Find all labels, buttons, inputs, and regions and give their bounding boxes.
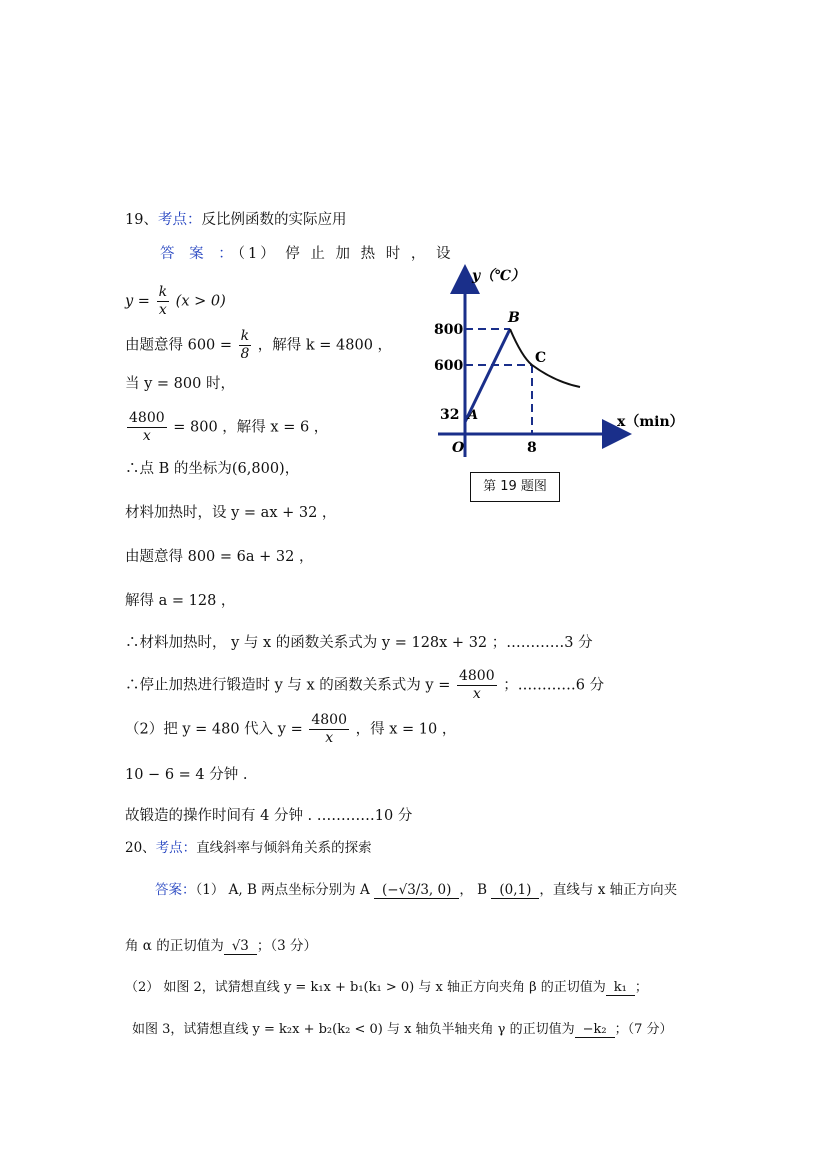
q19-line-8: 解得 a = 128 ， bbox=[125, 593, 236, 609]
q19-kd-label: 考点： bbox=[157, 212, 202, 228]
q20-answer-tan-gamma: −k₂ bbox=[575, 1022, 615, 1038]
q20-answer-A: (−√3/3, 0) bbox=[374, 882, 459, 899]
figure-caption: 第 19 题图 bbox=[470, 472, 560, 502]
q20-header bbox=[125, 838, 372, 858]
q20-line-4: 如图 3，试猜想直线 y = k₂x + b₂(k₂ < 0) 与 x 轴负半轴夹角 γ 的正切值为 −k₂ ；（7 分） bbox=[132, 1022, 673, 1037]
q19-figure bbox=[430, 262, 690, 462]
origin-label: O bbox=[452, 440, 465, 456]
q19-line-1: y = $\frac{k}{x}$ (x > 0) bbox=[125, 284, 226, 318]
q20-number: 20、 bbox=[125, 840, 156, 856]
q20-line-1: 答案：（1） A, B 两点坐标分别为 A (−√3/3, 0) ， B (0,1) ，直线与 x 轴正方向夹 bbox=[155, 882, 678, 898]
q20-kd-label: 考点： bbox=[155, 840, 197, 856]
point-a: A bbox=[468, 408, 479, 423]
q19-line-12: 10 − 6 = 4 分钟 . bbox=[125, 767, 248, 783]
x-axis-label: x（min） bbox=[617, 414, 684, 430]
q19-line-2: 由题意得 600 = $\frac{k}{8}$ ，解得 k = 4800 ， bbox=[125, 328, 393, 362]
q19-line-5: ∴点 B 的坐标为(6,800)， bbox=[125, 461, 300, 477]
q20-kd-text: 直线斜率与倾斜角关系的探索 bbox=[196, 840, 372, 856]
tick-32: 32 bbox=[440, 407, 460, 423]
q20-answer-tan-alpha: √3 bbox=[224, 938, 257, 955]
point-c: C bbox=[535, 350, 547, 366]
q19-header bbox=[125, 210, 346, 230]
q20-answer-label: 答案： bbox=[155, 882, 196, 898]
q19-answer-label: 答 案 ： bbox=[160, 246, 238, 262]
q19-line-11: （2）把 y = 480 代入 y = $\frac{4800}{x}$ ，得 x = 10 ， bbox=[125, 712, 457, 746]
tick-8: 8 bbox=[527, 440, 537, 456]
q19-line-6: 材料加热时，设 y = ax + 32 ， bbox=[125, 505, 337, 521]
tick-800: 800 bbox=[434, 322, 464, 338]
q20-line-3: （2） 如图 2，试猜想直线 y = k₁x + b₁(k₁ > 0) 与 x 轴正方向夹角 β 的正切值为 k₁ ； bbox=[125, 980, 648, 995]
q20-line-2: 角 α 的正切值为 √3 ；（3 分） bbox=[125, 938, 318, 954]
q19-kd-text: 反比例函数的实际应用 bbox=[201, 212, 347, 228]
q19-line-13: 故锻造的操作时间有 4 分钟 . …………10 分 bbox=[125, 808, 413, 824]
q20-answer-tan-beta: k₁ bbox=[606, 980, 635, 996]
q19-number: 19、 bbox=[125, 212, 158, 228]
q19-line-10: ∴停止加热进行锻造时 y 与 x 的函数关系式为 y = $\frac{4800}{x}$ ；…………6 分 bbox=[125, 668, 605, 702]
q19-line-3: 当 y = 800 时， bbox=[125, 376, 235, 392]
q19-line-7: 由题意得 800 = 6a + 32 ， bbox=[125, 549, 314, 565]
y-axis-label: y（℃） bbox=[472, 268, 525, 284]
q19-line-4: $\frac{4800}{x}$ = 800 ，解得 x = 6 ， bbox=[129, 410, 329, 444]
q19-line-9: ∴材料加热时， y 与 x 的函数关系式为 y = 128x + 32 ；…………3 分 bbox=[125, 635, 593, 651]
q20-answer-B: (0,1) bbox=[491, 882, 539, 899]
point-b: B bbox=[508, 310, 520, 326]
q19-answer-intro: 答 案 ：（1） 停 止 加 热 时 ， 设 bbox=[160, 246, 454, 262]
tick-600: 600 bbox=[434, 358, 464, 374]
